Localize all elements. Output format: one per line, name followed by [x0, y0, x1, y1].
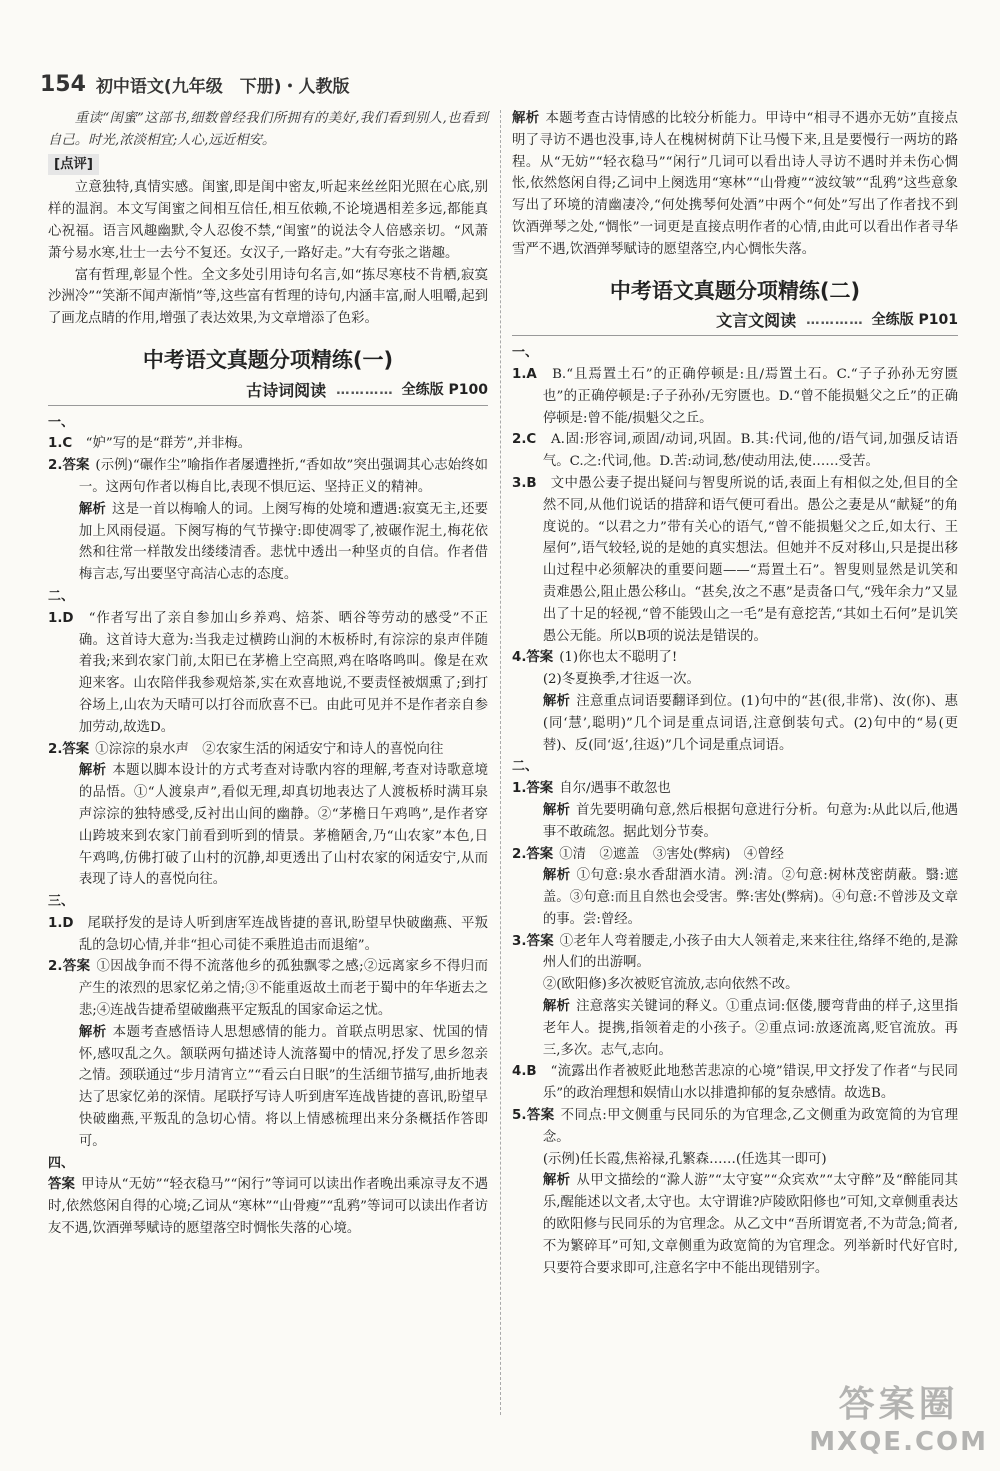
answer-item: 1.A B.“且焉置土石”的正确停顿是:且/焉置土石。C.“子子孙孙无穷匮也”的正确停顿是:子子孙孙/无穷匮也。D.“曾不能损魁父之丘”的正确停顿是:曾不能/损魁父之丘。	[512, 366, 958, 426]
leader-dots: …………	[336, 382, 394, 398]
analysis-item: 解析 注意重点词语要翻译到位。(1)句中的“甚(很,非常)、汝(你)、惠(同‘慧’,聪明)”几个词是重点词语,注意倒装句式。(2)句中的“易(更替)、反(同‘返’,往返)”几个词是重点词语。	[542, 693, 959, 753]
analysis-item: 解析 本题以脚本设计的方式考查对诗歌内容的理解,考查对诗歌意境的品悟。①“人渡泉声”,看似无理,却真切地表达了人渡板桥时满耳泉声淙淙的独特感受,反衬出山间的幽静。②“茅檐日午鸡鸣”,是作者穿山跨坡来到农家门前看到听到的情景。茅檐陋舍,乃“山农家”本色,日午鸡鸣,仿佛打破了山村的沉静,却更透出了山村农家的闲适安宁,从而表现了诗人的喜悦向往。	[78, 763, 488, 888]
analysis-item: 解析 首先要明确句意,然后根据句意进行分析。句意为:从此以后,他遇事不敢疏忽。据此划分节奏。	[542, 802, 959, 840]
section-title: 中考语文真题分项精练(二)	[609, 278, 861, 303]
section-title: 中考语文真题分项精练(一)	[142, 347, 394, 372]
page-reference: 全练版 P101	[871, 312, 958, 329]
site-watermark-name: 答案圈	[838, 1384, 959, 1425]
analysis-item: 解析 ①句意:泉水香甜酒水清。洌:清。②句意:树林茂密荫蔽。翳:遮盖。③句意:而且自然也会受害。弊:害处(弊病)。④句意:不曾涉及文章的事。尝:曾经。	[542, 868, 958, 927]
answer-item: 3.答案 ①老年人弯着腰走,小孩子由大人领着走,来来往往,络绎不绝的,是滁州人们的出游啊。	[512, 933, 958, 971]
answer-line: ②(欧阳修)多次被贬官流放,志向依然不改。	[542, 977, 799, 993]
subject-label: 文言文阅读	[716, 311, 797, 331]
section-subheading	[48, 380, 488, 406]
comment-tag: [点评]	[48, 154, 99, 176]
analysis-item: 解析 本题考查感悟诗人思想感情的能力。首联点明思家、忧国的情怀,感叹乱之久。颔联两句描述诗人流落蜀中的情况,抒发了思乡忽亲之情。颈联通过“步月清宵立”“看云白日眠”的生活细节描写,曲折地表达了思家忆弟的深情。尾联抒写诗人听到唐军连战皆捷的喜讯,盼望早快破幽燕,平叛乱的急切心情。将以上情感梳理出来分条概括作答即可。	[78, 1024, 488, 1149]
part-marker: 一、	[512, 345, 539, 361]
answer-item: 2.答案 ①清 ②遮盖 ③害处(弊病) ④曾经	[512, 846, 784, 862]
answer-item: 2.C A.固:形容词,顽固/动词,巩固。B.其:代词,他的/语气词,加强反诘语气。C.之:代词,他。D.苦:动词,愁/使动用法,使……受苦。	[512, 432, 959, 470]
book-title: 初中语文(九年级 下册)・人教版	[95, 76, 350, 97]
answer-item: 2.答案 ①淙淙的泉水声 ②农家生活的闲适安宁和诗人的喜悦向往	[48, 741, 444, 757]
site-watermark-url: MXQE.COM	[809, 1427, 988, 1457]
left-column	[48, 108, 488, 1240]
analysis-item: 解析 注意落实关键词的释义。①重点词:伛偻,腰弯背曲的样子,这里指老年人。提携,指领着走的小孩子。②重点词:放逐流离,贬官流放。再三,多次。志气,志向。	[542, 999, 959, 1058]
page-reference: 全练版 P100	[401, 381, 488, 398]
answer-item: 4.答案 (1)你也太不聪明了!	[512, 650, 678, 666]
section-subheading	[512, 310, 958, 336]
analysis-item: 解析 本题考查古诗情感的比较分析能力。甲诗中“相寻不遇亦无妨”直接点明了寻访不遇也没事,诗人在槐树树荫下让马慢下来,且是要慢行一两坊的路程。从“无妨”“轻衣稳马”“闲行”几词可以看出诗人寻访不遇时并未伤心惆怅,依然悠闲自得;乙词中上阕选用“寒林”“山骨瘦”“波纹皱”“乱鸦”这些意象写出了环境的清幽凄冷,“何处携琴何处酒”中两个“何处”写出了作者找不到饮酒弹琴之处,“惆怅”一词更是直接点明作者的心情,由此可以看出作者寻华雪严不遇,饮酒弹琴赋诗的愿望落空,内心惆怅失落。	[512, 111, 958, 257]
site-watermark	[809, 1376, 988, 1457]
leader-dots: …………	[806, 313, 864, 329]
analysis-item: 解析 这是一首以梅喻人的词。上阕写梅的处境和遭遇:寂寞无主,还要加上风雨侵逼。下阕写梅的气节操守:即使凋零了,被碾作泥土,梅花依然和往常一样散发出缕缕清香。悲忧中透出一种坚贞的自信。作者借梅言志,写出要坚守高洁心志的态度。	[78, 501, 488, 583]
answer-item: 4.B “流露出作者被贬此地愁苦悲凉的心境”错误,甲文抒发了作者“与民同乐”的政治理想和娱情山水以排遣抑郁的复杂感情。故选B。	[512, 1064, 958, 1102]
answer-item: 2.答案 (示例)“碾作尘”喻指作者屡遭挫折,“香如故”突出强调其心志始终如一。这两句作者以梅自比,表现不惧厄运、坚持正义的精神。	[48, 458, 488, 495]
answer-line: (示例)任长霞,焦裕禄,孔繁森……(任选其一即可)	[542, 1151, 827, 1167]
right-column	[512, 108, 958, 1279]
answer-item: 1.答案 自尔/遇事不敢忽也	[512, 781, 671, 797]
answer-item: 1.D 尾联抒发的是诗人听到唐军连战皆捷的喜讯,盼望早快破幽燕、平叛乱的急切心情,并非“担心司徒不乘胜追击而退缩”。	[48, 915, 489, 953]
part-marker: 一、	[48, 414, 75, 430]
analysis-item: 解析 从甲文描绘的“滁人游”“太守宴”“众宾欢”“太守醉”及“醉能同其乐,醒能述以文者,太守也。太守谓谁?庐陵欧阳修也”可知,文章侧重表达的欧阳修与民同乐的为官理念。从乙文中“吾所谓宽者,不为苛急;简者,不为繁碎耳”可知,文章侧重为政宽简的为官理念。列举新时代好官时,只要符合要求即可,注意名字中不能出现错别字。	[542, 1173, 958, 1276]
part-marker: 二、	[512, 759, 539, 775]
answer-item: 1.D “作者写出了亲自参加山乡养鸡、焙茶、晒谷等劳动的感受”不正确。这首诗大意为:当我走过横跨山涧的木板桥时,有淙淙的泉声伴随着我;来到农家门前,太阳已在茅檐上空高照,鸡在咯咯鸣叫。像是在欢迎来客。山农陪伴我参观焙茶,实在欢喜地说,不要责怪被烟熏了;到打谷场上,山农为天晴可以打谷而欣喜不已。由此可见并不是作者亲自参加劳动,故选D。	[48, 610, 488, 735]
part-marker: 四、	[48, 1155, 75, 1171]
subject-label: 古诗词阅读	[246, 380, 327, 400]
answer-item: 5.答案 不同点:甲文侧重与民同乐的为官理念,乙文侧重为政宽简的为官理念。	[512, 1108, 958, 1145]
column-divider	[500, 110, 501, 1415]
comment-paragraph: 立意独特,真情实感。闺蜜,即是闺中密友,听起来丝丝阳光照在心底,别样的温润。本文写闺蜜之间相互信任,相互依赖,不论境遇相差多远,都能真心祝福。语言风趣幽默,令人忍俊不禁,“闺蜜”的说法令人倍感亲切。“风萧萧兮易水寒,壮士一去兮不复还。女汉子,一路好走。”大有夸张之谐趣。	[48, 180, 488, 261]
answer-item: 3.B 文中愚公妻子提出疑问与智叟所说的话,表面上有相似之处,但目的全然不同,从他们说话的措辞和语气便可看出。愚公之妻是从“献疑”的角度说的。“以君之力”带有关心的语气,“曾不能损魁父之丘,如太行、王屋何”,语气较轻,说的是她的真实想法。但她并不反对移山,只是提出移山过程中必须解决的重要问题——“焉置土石”。智叟则显然是讥笑和责难愚公,阻止愚公移山。“甚矣,汝之不惠”是责备口气,“残年余力”又显出了十足的轻视,“曾不能毁山之一毛”是有意挖苦,“其如土石何”是讥笑愚公无能。所以B项的说法是错误的。	[512, 475, 959, 644]
comment-paragraph: 富有哲理,彰显个性。全文多处引用诗句名言,如“拣尽寒枝不肯栖,寂寞沙洲冷”“笑渐不闻声渐悄”等,这些富有哲理的诗句,内涵丰富,耐人咀嚼,起到了画龙点睛的作用,增强了表达效果,为文章增添了色彩。	[48, 267, 488, 327]
page-number: 154	[40, 71, 86, 97]
answer-line: (2)冬夏换季,才往返一次。	[542, 672, 700, 688]
part-marker: 二、	[48, 588, 75, 604]
answer-item: 答案 甲诗从“无妨”“轻衣稳马”“闲行”等词可以读出作者晚出乘凉寻友不遇时,依然悠闲自得的心境;乙词从“寒林”“山骨瘦”“乱鸦”等词可以读出作者访友不遇,饮酒弹琴赋诗的愿望落空时惆怅失落的心境。	[48, 1177, 489, 1237]
part-marker: 三、	[48, 894, 75, 910]
answer-item: 1.C “妒”写的是“群芳”,并非梅。	[48, 436, 252, 452]
essay-excerpt: 重读“闺蜜”这部书,细数曾经我们所拥有的美好,我们看到别人,也看到自己。时光,浓淡相宜;人心,远近相安。	[48, 111, 488, 148]
page-header	[40, 68, 349, 100]
answer-item: 2.答案 ①因战争而不得不流落他乡的孤独飘零之感;②远离家乡不得归而产生的浓烈的思家忆弟之情;③不能重返故土而老于蜀中的年华逝去之悲;④连战告捷希望破幽燕平定叛乱的国家命运之忧。	[48, 959, 488, 1019]
